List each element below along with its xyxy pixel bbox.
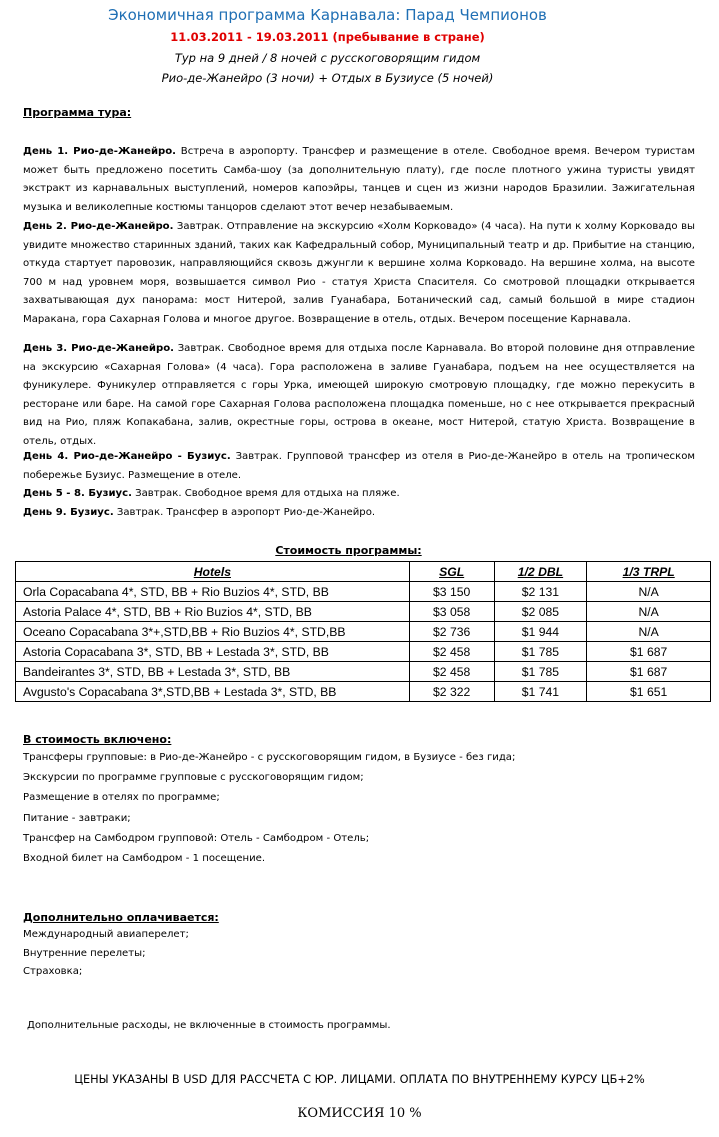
list-item: Питание - завтраки;: [23, 812, 131, 824]
day-9-text: Завтрак. Трансфер в аэропорт Рио-де-Жанейро.: [113, 507, 376, 518]
hotel-name: Astoria Copacabana 3*, STD, BB + Lestada 3*, STD, BB: [16, 642, 410, 662]
list-item: Трансфер на Самбодром групповой: Отель - Самбодром - Отель;: [23, 832, 370, 844]
day-2: [23, 218, 695, 329]
price-sgl: $2 458: [409, 642, 494, 662]
list-item: Внутренние перелеты;: [23, 947, 146, 959]
price-trpl: N/A: [587, 602, 711, 622]
hotel-name: Oceano Copacabana 3*+,STD,BB + Rio Buzios 4*, STD,BB: [16, 622, 410, 642]
included-heading: В стоимость включено:: [23, 733, 172, 746]
price-trpl: $1 651: [587, 682, 711, 702]
tour-duration: Тур на 9 дней / 8 ночей с русскоговорящим гидом: [174, 51, 481, 65]
day-9: [23, 504, 375, 522]
day-5-8-text: Завтрак. Свободное время для отдыха на пляже.: [131, 488, 400, 499]
day-3: [23, 340, 695, 451]
list-item: Страховка;: [23, 966, 83, 977]
col-sgl: SGL: [409, 562, 494, 582]
day-4-text: Завтрак. Групповой трансфер из отеля в Рио-де-Жанейро в отель на тропическом побережье Бузиус. Размещение в отеле.: [23, 451, 695, 481]
list-item: Размещение в отелях по программе;: [23, 792, 220, 804]
day-4: [23, 448, 695, 485]
col-dbl: 1/2 DBL: [494, 562, 587, 582]
commission-note: КОМИССИЯ 10 %: [297, 1106, 422, 1121]
list-item: Трансферы групповые: в Рио-де-Жанейро - с русскоговорящим гидом, в Бузиусе - без гида;: [23, 752, 516, 763]
price-dbl: $2 085: [494, 602, 587, 622]
price-dbl: $1 785: [494, 642, 587, 662]
table-row: [16, 662, 711, 682]
price-dbl: $1 741: [494, 682, 587, 702]
extra-heading: Дополнительно оплачивается:: [23, 911, 219, 924]
price-table-header: [16, 562, 711, 582]
price-title: Стоимость программы:: [275, 544, 422, 557]
table-row: [16, 622, 711, 642]
price-sgl: $3 150: [409, 582, 494, 602]
hotel-name: Astoria Palace 4*, STD, BB + Rio Buzios 4*, STD, BB: [16, 602, 410, 622]
price-dbl: $1 944: [494, 622, 587, 642]
list-item: Международный авиаперелет;: [23, 929, 189, 940]
list-item: Входной билет на Самбодром - 1 посещение.: [23, 853, 266, 865]
day-5-8: [23, 485, 400, 503]
extra-list: [23, 926, 189, 982]
day-9-label: День 9. Бузиус.: [23, 507, 114, 518]
price-trpl: $1 687: [587, 642, 711, 662]
price-currency-note: ЦЕНЫ УКАЗАНЫ В USD ДЛЯ РАССЧЕТА С ЮР. ЛИЦАМИ. ОПЛАТА ПО ВНУТРЕННЕМУ КУРСУ ЦБ+2%: [74, 1073, 645, 1086]
day-4-label: День 4. Рио-де-Жанейро - Бузиус.: [23, 451, 231, 462]
tour-route: Рио-де-Жанейро (3 ночи) + Отдых в Бузиусе (5 ночей): [161, 71, 494, 85]
table-row: [16, 582, 711, 602]
day-5-8-label: День 5 - 8. Бузиус.: [23, 488, 132, 499]
list-item: Экскурсии по программе групповые с русскоговорящим гидом;: [23, 772, 364, 784]
price-sgl: $2 736: [409, 622, 494, 642]
page-title: Экономичная программа Карнавала: Парад Чемпионов: [108, 6, 547, 24]
day-1-text: Встреча в аэропорту. Трансфер и размещение в отеле. Свободное время. Вечером туристам может быть предложено посетить Самба-шоу (за дополнительную плату), где после плотного ужина туристы увидят экстракт из карнавальных выступлений, номеров капоэйры, танцев и сцен из жизни народов Бразилии. Зажигательная музыка и великолепные костюмы танцоров сделают этот вечер незабываемым.: [23, 146, 695, 213]
col-hotels: Hotels: [16, 562, 410, 582]
table-row: [16, 642, 711, 662]
price-sgl: $2 458: [409, 662, 494, 682]
day-3-label: День 3. Рио-де-Жанейро.: [23, 343, 174, 354]
program-heading: Программа тура:: [23, 106, 132, 119]
price-sgl: $2 322: [409, 682, 494, 702]
tour-dates: 11.03.2011 - 19.03.2011 (пребывание в стране): [170, 30, 485, 44]
col-trpl: 1/3 TRPL: [587, 562, 711, 582]
price-sgl: $3 058: [409, 602, 494, 622]
day-2-label: День 2. Рио-де-Жанейро.: [23, 221, 174, 232]
price-table: [15, 561, 711, 702]
hotel-name: Avgusto's Copacabana 3*,STD,BB + Lestada 3*, STD, BB: [16, 682, 410, 702]
price-trpl: N/A: [587, 582, 711, 602]
extra-costs-note: Дополнительные расходы, не включенные в стоимость программы.: [27, 1020, 391, 1031]
day-2-text: Завтрак. Отправление на экскурсию «Холм Корковадо» (4 часа). На пути к холму Корковадо вы увидите множество старинных зданий, таких как Кафедральный собор, Муниципальный театр и др. Прибытие на станцию, откуда стартует паровозик, направляющийся сквозь джунгли к вершине холма Корковадо. На вершине холма, на высоте 700 м над уровнем моря, возвышается символ Рио - статуя Христа Спасителя. Со смотровой площадки открывается захватывающая дух панорама: мост Нитерой, залив Гуанабара, Ботанический сад, самый большой в мире стадион Маракана, гора Сахарная Голова и многое другое. Возвращение в отель, отдых. Вечером посещение Карнавала.: [23, 221, 695, 325]
table-row: [16, 682, 711, 702]
price-dbl: $2 131: [494, 582, 587, 602]
day-1: [23, 143, 695, 217]
price-dbl: $1 785: [494, 662, 587, 682]
price-trpl: $1 687: [587, 662, 711, 682]
hotel-name: Orla Copacabana 4*, STD, BB + Rio Buzios 4*, STD, BB: [16, 582, 410, 602]
hotel-name: Bandeirantes 3*, STD, BB + Lestada 3*, STD, BB: [16, 662, 410, 682]
day-1-label: День 1. Рио-де-Жанейро.: [23, 146, 177, 157]
day-3-text: Завтрак. Свободное время для отдыха после Карнавала. Во второй половине дня отправление на экскурсию «Сахарная Голова» (4 часа). Гора расположена в заливе Гуанабара, подъем на нее осуществляется на фуникулере. Фуникулер отправляется с горы Урка, имеющей широкую смотровую площадку, где можно перекусить в ресторане или баре. На самой горе Сахарная Голова расположена площадка поменьше, но с нее открывается прекрасный вид на Рио, пляж Копакабана, залив, окрестные горы, острова в океане, мост Нитерой, статую Христа. Возвращение в отель, отдых.: [23, 343, 695, 447]
included-list: [23, 748, 515, 869]
price-trpl: N/A: [587, 622, 711, 642]
table-row: [16, 602, 711, 622]
